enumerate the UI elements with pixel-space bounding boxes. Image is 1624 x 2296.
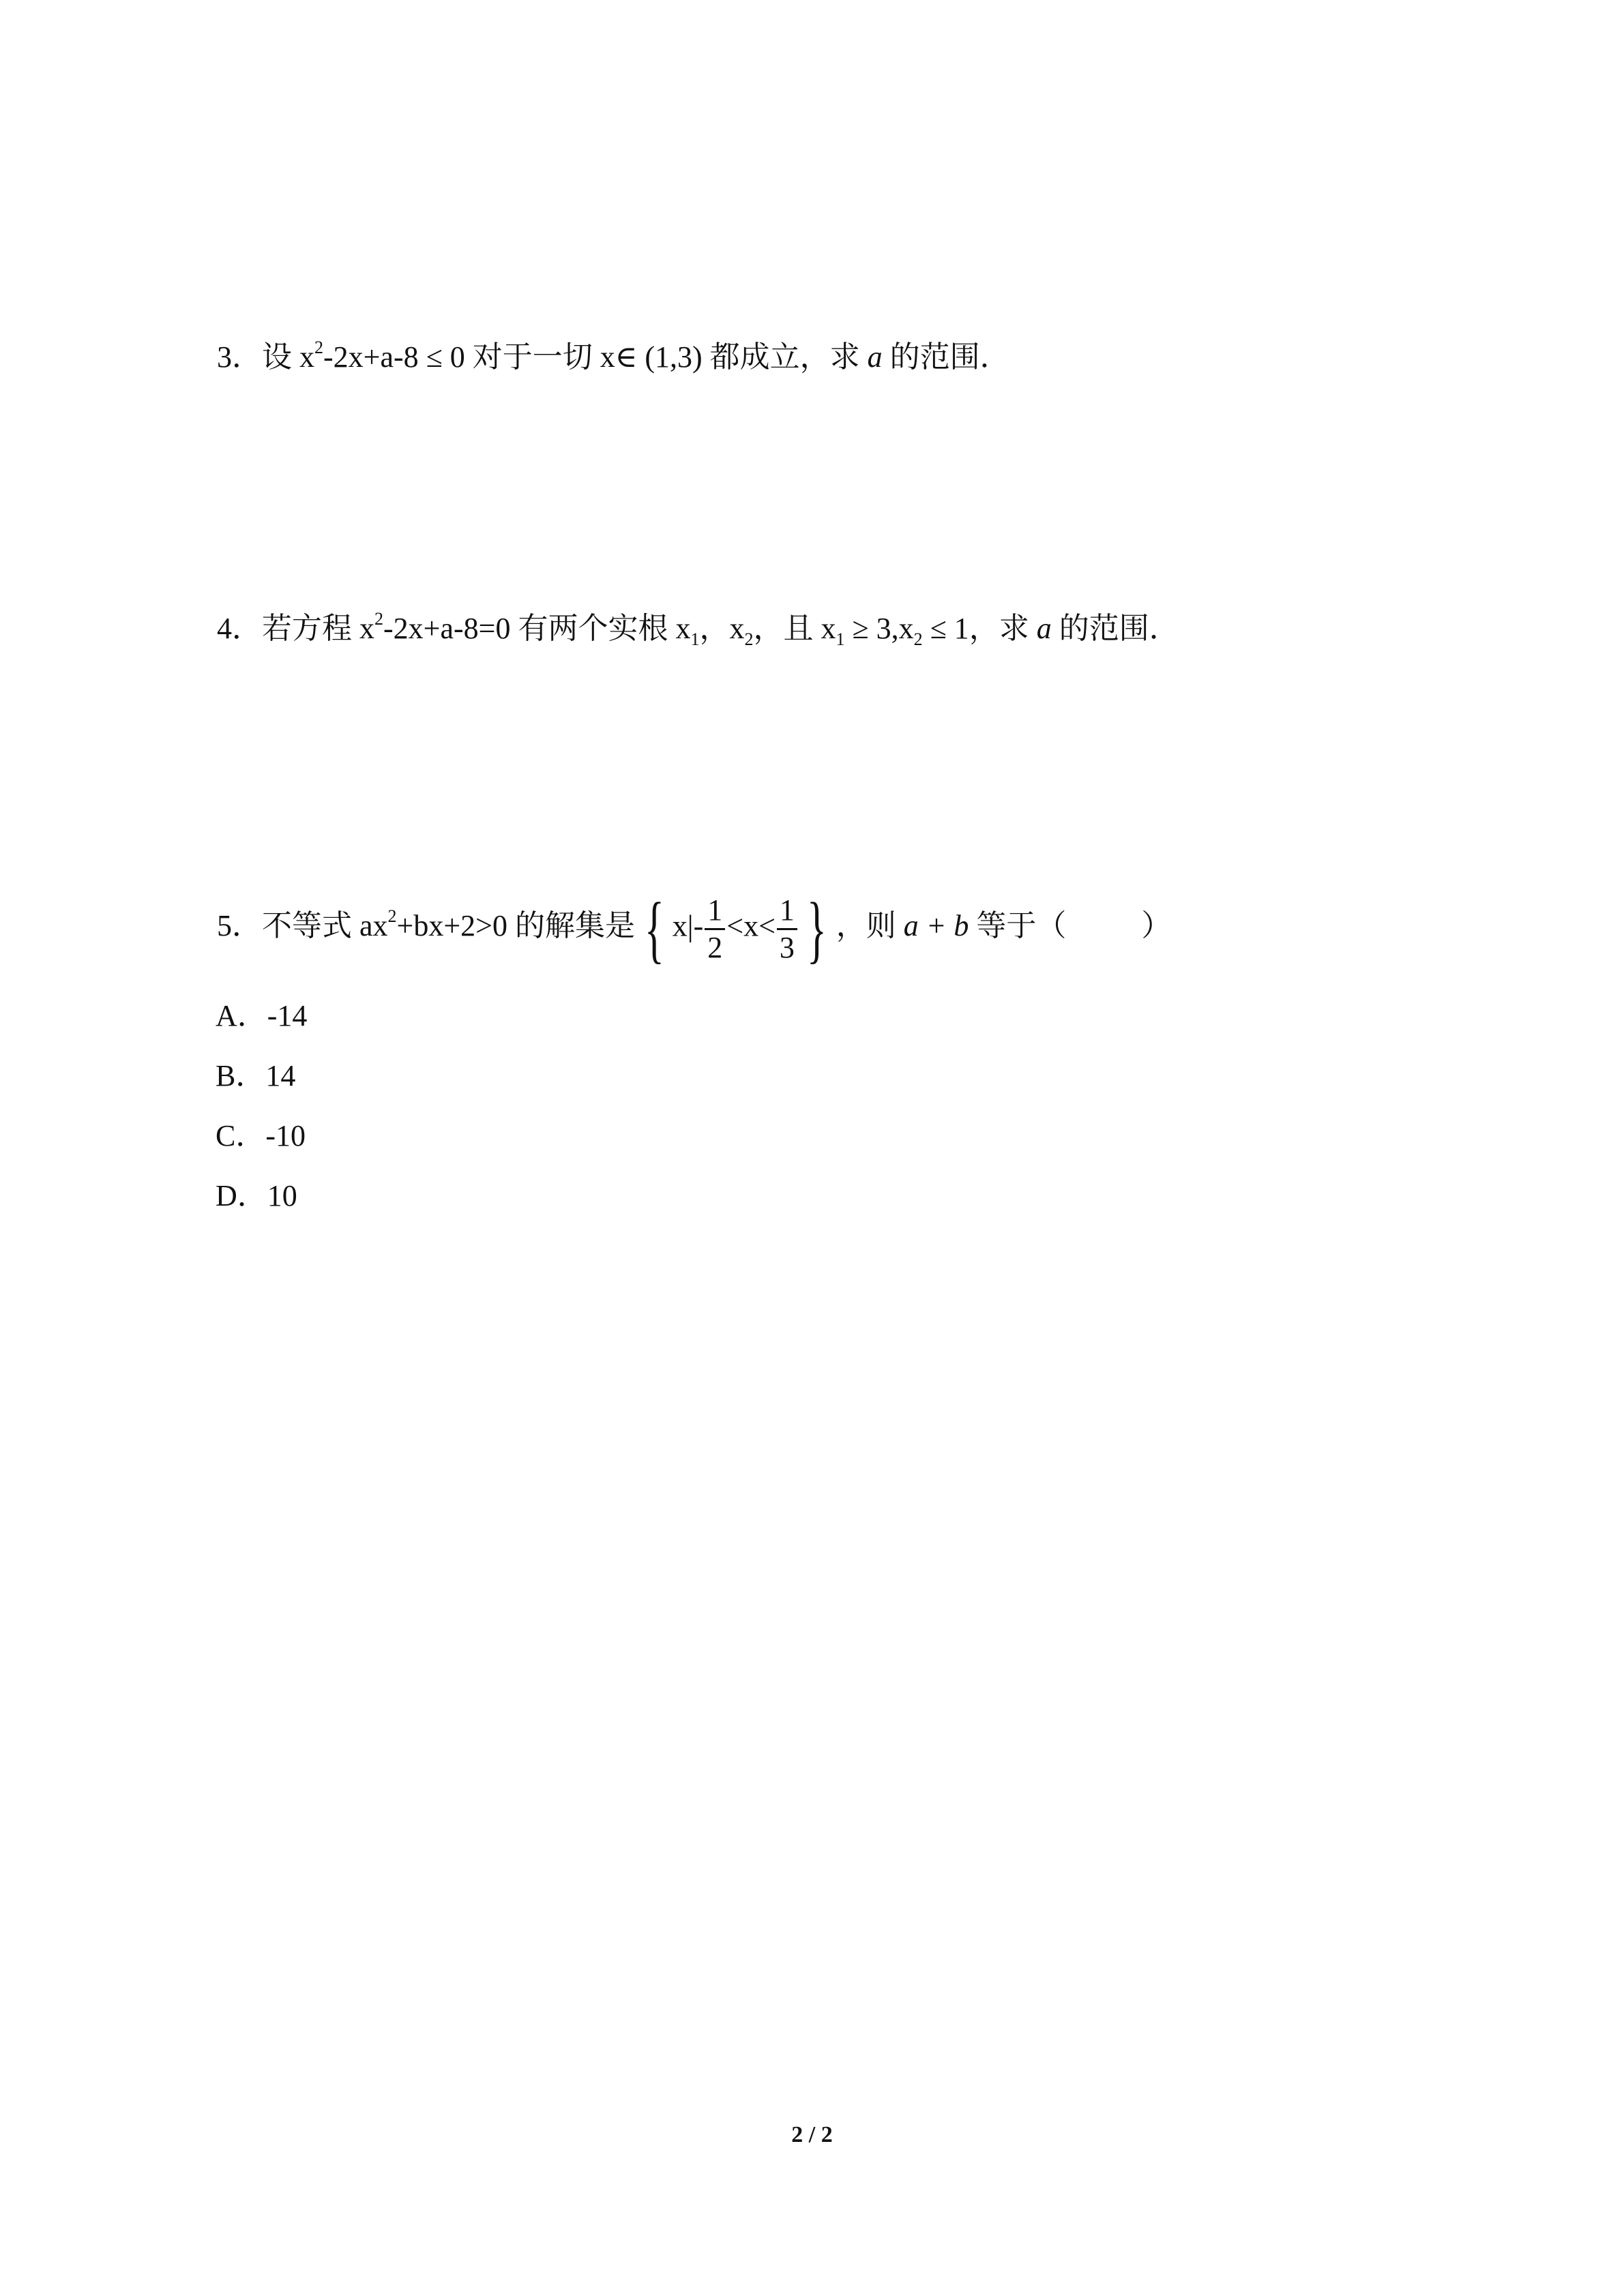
question-text: 设 <box>262 340 299 374</box>
exponent: 2 <box>387 906 397 927</box>
option-value: -10 <box>265 1119 306 1152</box>
option-a <box>216 996 307 1037</box>
subscript: 2 <box>913 629 923 649</box>
option-value: 14 <box>265 1059 296 1092</box>
question-4 <box>217 608 1179 649</box>
question-number: 5． <box>217 909 262 943</box>
left-brace: { <box>644 887 664 970</box>
fraction-denominator: 3 <box>779 930 795 964</box>
exponent: 2 <box>314 338 323 358</box>
math-variable: a <box>867 340 883 374</box>
math-variable: a <box>1036 612 1052 645</box>
math-expression: a + b <box>903 909 969 943</box>
question-text: ） <box>1141 909 1172 943</box>
right-brace: } <box>806 887 827 970</box>
math-expression: -2x+a-8 ≤ 0 <box>323 340 465 374</box>
fraction-denominator: 2 <box>707 930 723 964</box>
condition-1-var: x <box>821 612 836 645</box>
solution-set <box>636 881 835 976</box>
question-text: ，且 <box>753 612 821 645</box>
math-variable: ax <box>359 909 388 943</box>
question-text: 有两个实根 <box>510 612 676 645</box>
option-label: A． <box>216 999 267 1032</box>
subscript: 2 <box>744 629 754 649</box>
question-text: 不等式 <box>262 909 359 943</box>
question-text: 等于（ <box>969 909 1067 943</box>
option-value: -14 <box>267 999 308 1032</box>
exponent: 2 <box>374 609 383 629</box>
option-label: D． <box>216 1179 267 1212</box>
option-c <box>216 1116 306 1157</box>
option-label: B． <box>216 1059 266 1092</box>
question-3 <box>217 337 1010 378</box>
fraction-one-third <box>777 893 797 966</box>
question-5 <box>217 881 1171 976</box>
question-text: 都成立，求 <box>702 340 868 374</box>
question-text: 的范围． <box>882 340 1010 374</box>
math-expression: +bx+2>0 <box>396 909 507 943</box>
condition-2: ≤ 1 <box>922 612 969 645</box>
page-number: 2 / 2 <box>791 2122 833 2147</box>
option-label: C． <box>216 1119 266 1152</box>
root-1: x <box>675 612 691 645</box>
fraction-numerator: 1 <box>777 893 797 930</box>
fraction-one-half <box>705 893 725 966</box>
question-number: 3． <box>217 340 262 374</box>
condition-2-var: x <box>898 612 914 645</box>
separator: ， <box>699 612 730 645</box>
question-text: ，则 <box>836 909 904 943</box>
condition-1: ≥ 3, <box>844 612 899 645</box>
question-text: 对于一切 <box>464 340 600 374</box>
option-b <box>216 1056 295 1097</box>
fraction-numerator: 1 <box>705 893 725 930</box>
set-variable: x|- <box>672 909 704 943</box>
math-domain: x∈ (1,3) <box>600 340 703 374</box>
question-text: 若方程 <box>262 612 359 645</box>
math-variable: x <box>299 340 314 374</box>
question-text: 的范围． <box>1051 612 1179 645</box>
question-number: 4． <box>217 612 262 645</box>
subscript: 1 <box>836 629 845 649</box>
option-value: 10 <box>267 1179 297 1212</box>
subscript: 1 <box>690 629 700 649</box>
root-2: x <box>729 612 745 645</box>
question-text: ，求 <box>969 612 1037 645</box>
set-body <box>673 893 799 966</box>
set-inequality: <x< <box>726 909 776 943</box>
math-expression: -2x+a-8=0 <box>383 612 511 645</box>
question-text: 的解集是 <box>507 909 635 943</box>
option-d <box>216 1176 297 1217</box>
math-variable: x <box>359 612 374 645</box>
